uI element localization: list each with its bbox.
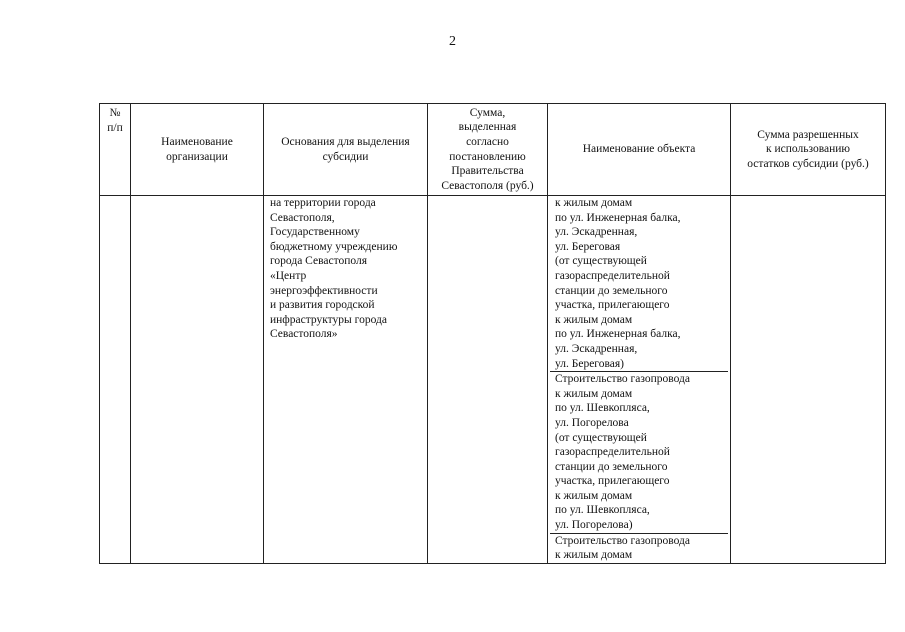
object-item: Строительство газопровода к жилым домам по ул. Шевкопляса, ул. Погорелова (от существующей газораспределительной станции до земельного участка, прилегающего к жилым домам по ул. Шевкопляса, ул. Погорелова) xyxy=(550,371,728,533)
cell-organization xyxy=(131,196,264,564)
header-organization: Наименование организации xyxy=(131,104,264,196)
cell-allowed-remainder xyxy=(731,196,886,564)
basis-text: на территории города Севастополя, Государственному бюджетному учреждению города Севастополя «Центр энергоэффективности и развития городской инфраструктуры города Севастополя» xyxy=(270,197,398,341)
table-header-row xyxy=(100,104,886,196)
cell-number xyxy=(100,196,131,564)
cell-basis xyxy=(264,196,428,564)
header-number: № п/п xyxy=(100,104,131,196)
header-allowed-remainder: Сумма разрешенных к использованию остатков субсидии (руб.) xyxy=(731,104,886,196)
header-basis: Основания для выделения субсидии xyxy=(264,104,428,196)
object-item: Строительство газопровода к жилым домам xyxy=(550,533,728,563)
subsidy-table xyxy=(99,103,886,564)
header-amount: Сумма, выделенная согласно постановлению Правительства Севастополя (руб.) xyxy=(428,104,548,196)
header-object: Наименование объекта xyxy=(548,104,731,196)
cell-objects xyxy=(548,196,731,564)
table-row xyxy=(100,196,886,564)
cell-amount xyxy=(428,196,548,564)
page-number: 2 xyxy=(449,34,456,49)
object-item: к жилым домам по ул. Инженерная балка, ул. Эскадренная, ул. Береговая (от существующей газораспределительной станции до земельного участка, прилегающего к жилым домам по ул. Инженерная балка, ул. Эскадренная, ул. Береговая) xyxy=(555,197,681,370)
